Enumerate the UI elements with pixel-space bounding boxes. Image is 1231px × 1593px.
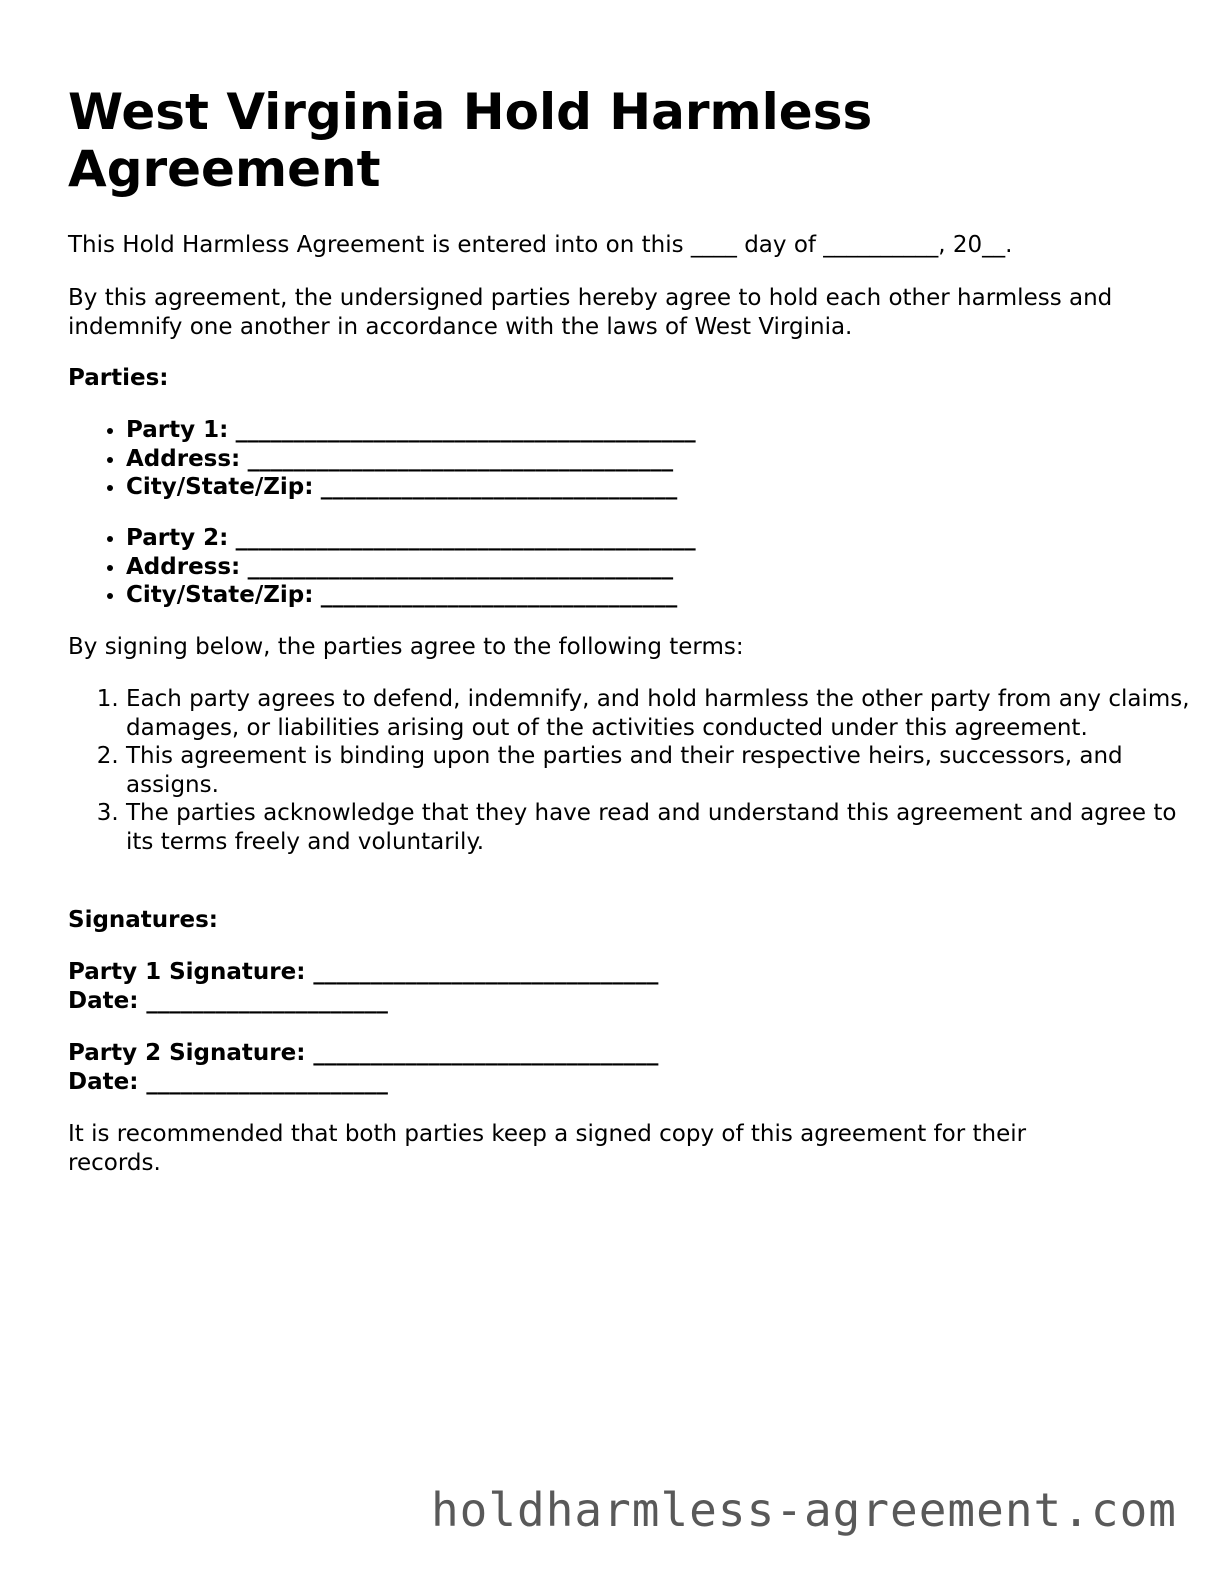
field-blank: _____________________________________ (247, 553, 674, 580)
signature-block-party2 (68, 1039, 658, 1096)
party2-signature-line: Party 2 Signature: ______________________________ (68, 1040, 659, 1066)
parties-heading: Parties: (68, 365, 169, 391)
party1-date-line: Date: _____________________ (68, 987, 388, 1014)
field-blank: ________________________________________ (235, 525, 696, 551)
list-item (126, 416, 696, 445)
field-blank: _______________________________ (320, 474, 678, 500)
field-label: Party 2: (126, 525, 229, 551)
field-blank: _______________________________ (320, 582, 678, 608)
terms-intro: By signing below, the parties agree to the following terms: (68, 634, 744, 660)
purpose-paragraph: By this agreement, the undersigned parties hereby agree to hold each other harmless and indemnify one another in accordance with the laws of West Virginia. (68, 285, 1113, 340)
document-title: West Virginia Hold Harmless Agreement (68, 83, 873, 198)
closing-paragraph: It is recommended that both parties keep a signed copy of this agreement for their records. (68, 1121, 1027, 1176)
list-item (126, 524, 696, 553)
term-item: 1. Each party agrees to defend, indemnify, and hold harmless the other party from any claims, damages, or liabilities arising out of the activities conducted under this agreement. (126, 685, 1206, 742)
party1-signature-line: Party 1 Signature: ______________________________ (68, 959, 659, 985)
party2-date-line: Date: _____________________ (68, 1068, 388, 1095)
intro-paragraph: This Hold Harmless Agreement is entered into on this ____ day of __________, 20__. (68, 232, 1013, 258)
field-label: Address: (126, 553, 241, 580)
list-item (126, 473, 696, 502)
list-item (126, 581, 696, 610)
field-label: City/State/Zip: (126, 582, 314, 608)
party2-fields (68, 524, 696, 610)
field-blank: _____________________________________ (247, 445, 674, 472)
signature-block-party1 (68, 958, 658, 1015)
terms-list (68, 685, 1206, 856)
term-item: 3. The parties acknowledge that they have read and understand this agreement and agree to its terms freely and voluntarily. (126, 799, 1206, 856)
field-blank: ________________________________________ (235, 417, 696, 443)
site-watermark: holdharmless-agreement.com (430, 1483, 1177, 1537)
list-item (126, 553, 696, 582)
field-label: Party 1: (126, 417, 229, 443)
term-item: 2. This agreement is binding upon the parties and their respective heirs, successors, and assigns. (126, 742, 1206, 799)
party1-fields (68, 416, 696, 502)
list-item (126, 445, 696, 474)
field-label: Address: (126, 445, 241, 472)
field-label: City/State/Zip: (126, 474, 314, 500)
signatures-heading: Signatures: (68, 907, 219, 933)
